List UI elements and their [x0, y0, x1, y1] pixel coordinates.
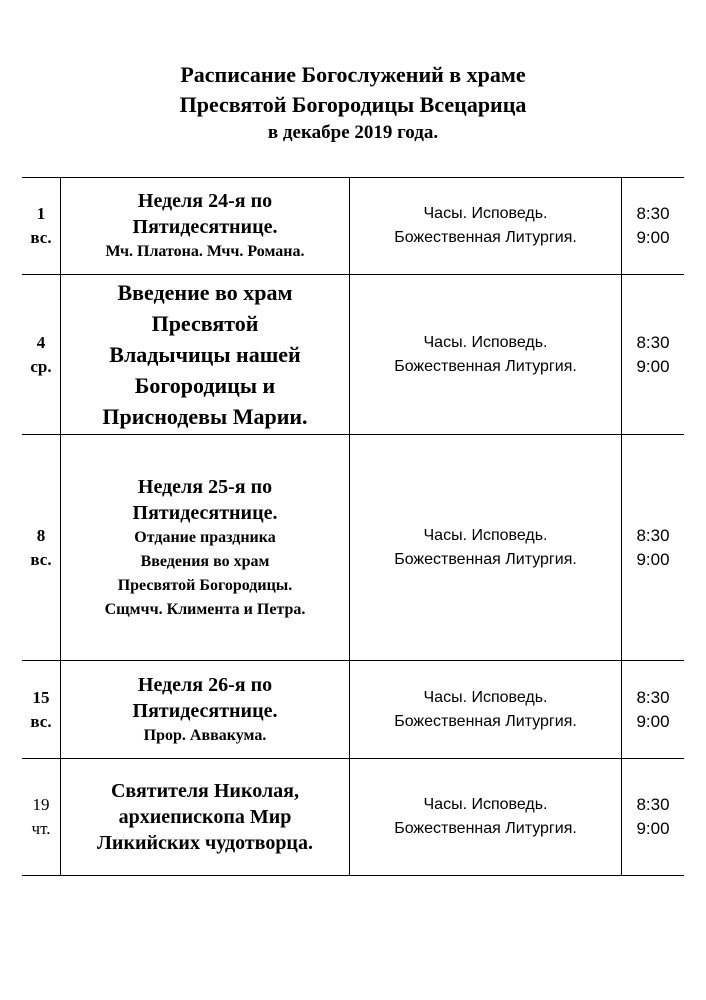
- table-row: [22, 275, 684, 435]
- service-cell: [350, 759, 622, 876]
- service-line: Часы. Исповедь.: [423, 796, 548, 813]
- feast-cell: [61, 275, 350, 435]
- table-row: [22, 759, 684, 876]
- feast-title-line: Неделя 26-я по: [137, 673, 273, 696]
- service-line: Часы. Исповедь.: [423, 688, 548, 706]
- feast-subtitle-line: Сщмчч. Климента и Петра.: [104, 600, 306, 618]
- feast-subtitle-line: Отдание праздника: [134, 528, 276, 546]
- time-cell: [622, 759, 685, 876]
- date-cell: [22, 275, 61, 435]
- feast-cell: [61, 759, 350, 876]
- service-cell: [350, 178, 622, 275]
- feast-title-line: Приснодевы Марии.: [102, 404, 308, 429]
- table-row: [22, 435, 684, 661]
- service-line: Божественная Литургия.: [394, 550, 577, 568]
- weekday: вс.: [30, 228, 52, 247]
- date-cell: [22, 759, 61, 876]
- day-number: 19: [32, 795, 50, 814]
- day-number: 4: [36, 332, 46, 352]
- weekday: вс.: [30, 711, 52, 731]
- service-line: Божественная Литургия.: [394, 712, 577, 730]
- service-line: Божественная Литургия.: [394, 229, 577, 246]
- service-line: Часы. Исповедь.: [423, 526, 548, 544]
- time-cell: [622, 275, 685, 435]
- weekday: вс.: [30, 549, 52, 569]
- time-cell: [622, 435, 685, 661]
- feast-subtitle-line: Мч. Платона. Мчч. Романа.: [105, 243, 305, 260]
- feast-title-line: Пятидесятнице.: [132, 216, 278, 238]
- date-cell: [22, 178, 61, 275]
- feast-title-line: Святителя Николая,: [110, 780, 299, 802]
- feast-title-line: архиепископа Мир: [118, 806, 292, 828]
- time-value: 8:30: [636, 525, 670, 545]
- feast-cell: [61, 435, 350, 661]
- feast-title-line: Пятидесятнице.: [132, 699, 278, 722]
- time-value: 8:30: [636, 687, 670, 707]
- service-line: Часы. Исповедь.: [423, 205, 548, 222]
- feast-title-line: Пятидесятнице.: [132, 501, 278, 524]
- time-value: 8:30: [636, 332, 670, 352]
- service-cell: [350, 435, 622, 661]
- time-value: 9:00: [636, 549, 670, 569]
- feast-subtitle-line: Пресвятой Богородицы.: [117, 576, 293, 594]
- title-line-3: в декабре 2019 года.: [267, 122, 439, 143]
- day-number: 1: [36, 204, 46, 223]
- feast-title-line: Неделя 24-я по: [137, 190, 273, 212]
- feast-title-line: Введение во храм: [117, 280, 293, 305]
- title-line-2: Пресвятой Богородицы Всецарица: [179, 92, 527, 117]
- feast-title-line: Неделя 25-я по: [137, 475, 273, 498]
- time-cell: [622, 178, 685, 275]
- date-cell: [22, 435, 61, 661]
- service-line: Часы. Исповедь.: [423, 333, 548, 351]
- service-line: Божественная Литургия.: [394, 357, 577, 375]
- schedule-table: [22, 177, 684, 876]
- time-value: 8:30: [636, 204, 670, 223]
- day-number: 8: [36, 525, 46, 545]
- feast-subtitle-line: Прор. Аввакума.: [143, 726, 267, 744]
- date-cell: [22, 661, 61, 759]
- time-cell: [622, 661, 685, 759]
- service-cell: [350, 661, 622, 759]
- feast-title-line: Пресвятой: [151, 311, 259, 336]
- time-value: 9:00: [636, 228, 670, 247]
- weekday: чт.: [31, 819, 51, 838]
- weekday: ср.: [30, 356, 52, 376]
- time-value: 9:00: [636, 356, 670, 376]
- schedule-title: [0, 60, 706, 146]
- service-line: Божественная Литургия.: [394, 820, 577, 837]
- time-value: 8:30: [636, 795, 670, 814]
- day-number: 15: [32, 687, 50, 707]
- table-row: [22, 661, 684, 759]
- time-value: 9:00: [636, 819, 670, 838]
- feast-title-line: Ликийских чудотворца.: [97, 832, 313, 854]
- feast-title-line: Богородицы и: [134, 373, 276, 398]
- time-value: 9:00: [636, 711, 670, 731]
- service-cell: [350, 275, 622, 435]
- feast-cell: [61, 661, 350, 759]
- title-line-1: Расписание Богослужений в храме: [180, 62, 526, 87]
- feast-subtitle-line: Введения во храм: [140, 552, 270, 570]
- feast-title-line: Владычицы нашей: [109, 342, 301, 367]
- table-row: [22, 178, 684, 275]
- feast-cell: [61, 178, 350, 275]
